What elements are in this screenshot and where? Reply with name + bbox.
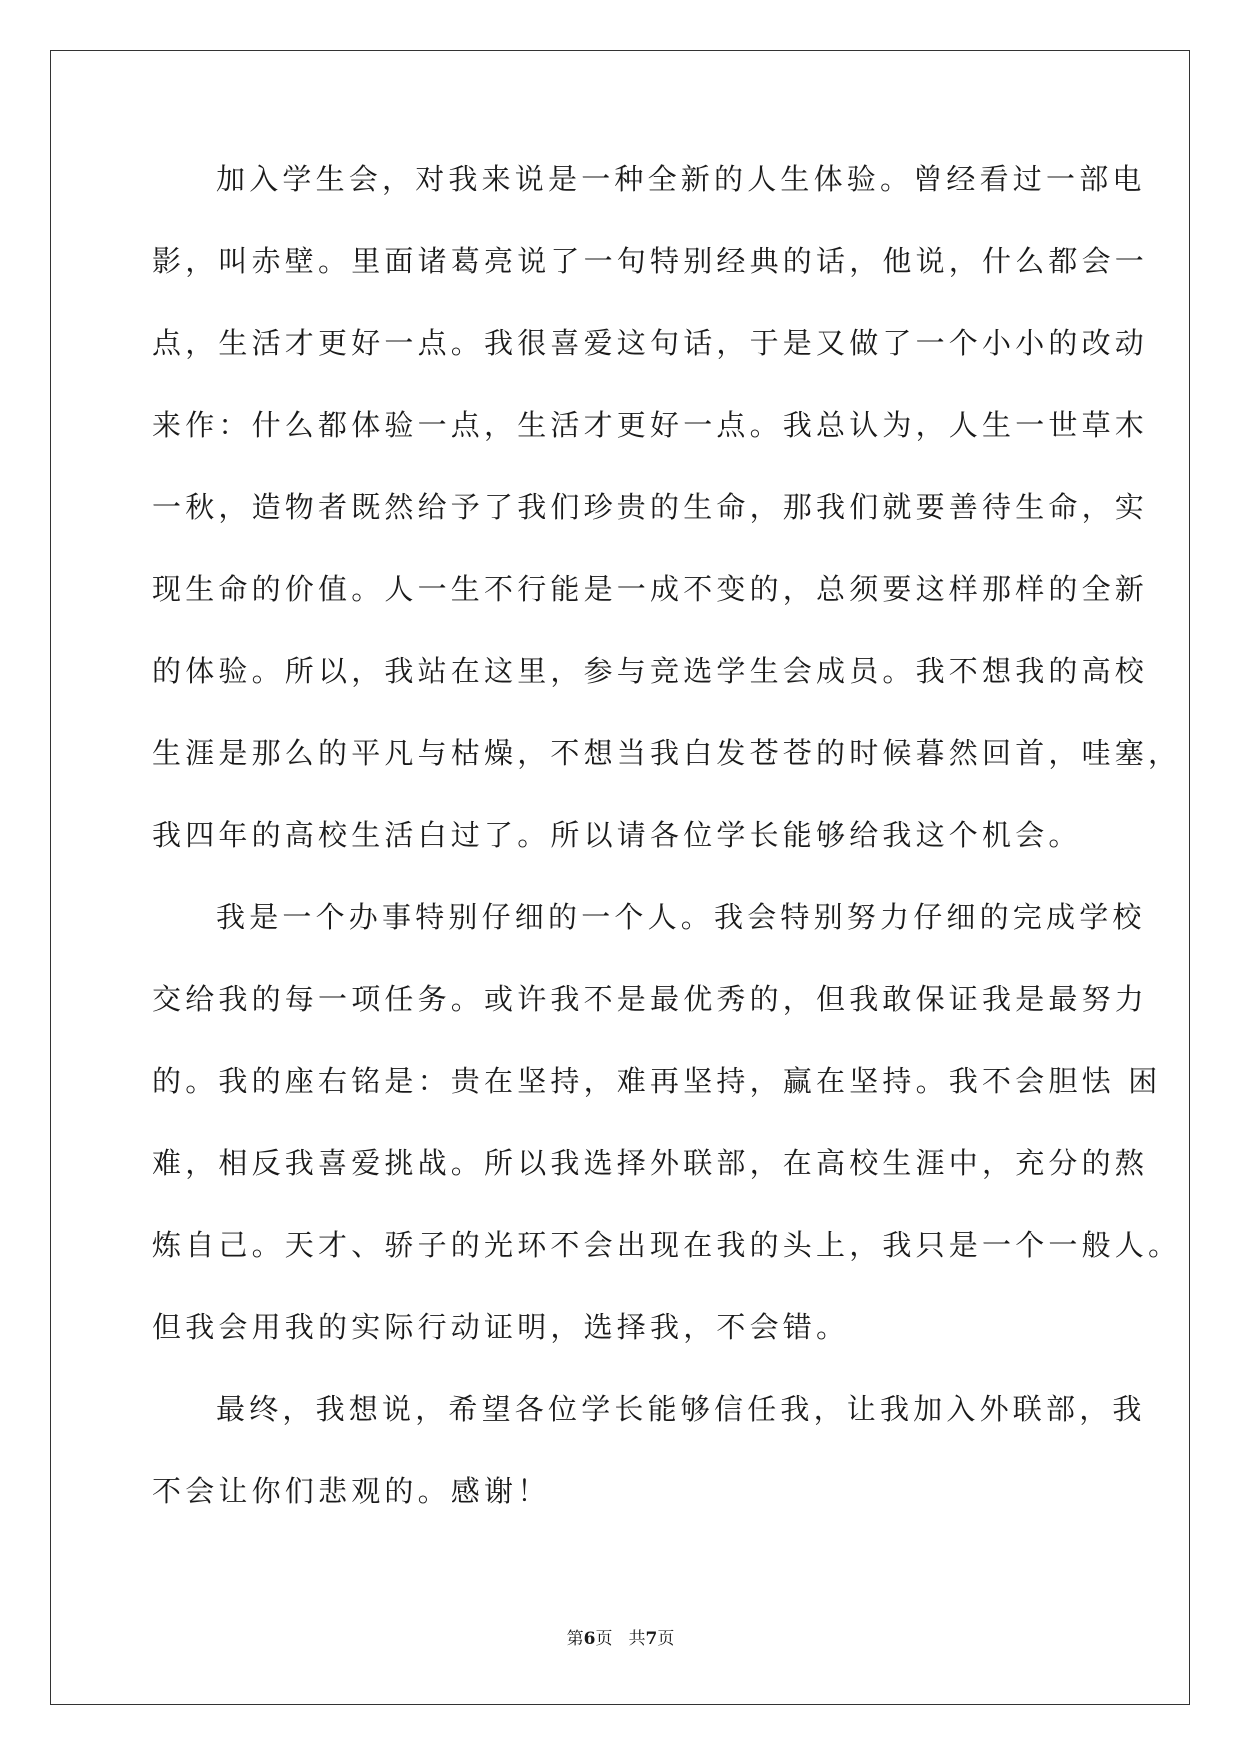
text-line: 炼自己。天才、骄子的光环不会出现在我的头上，我只是一个一般人。 (152, 1228, 1182, 1262)
text-line: 我四年的高校生活白过了。所以请各位学长能够给我这个机会。 (152, 818, 1082, 852)
page-number: 6 (583, 1629, 596, 1649)
text-line: 难，相反我喜爱挑战。所以我选择外联部，在高校生涯中，充分的熬 (152, 1146, 1149, 1180)
text-line: 最终，我想说，希望各位学长能够信任我，让我加入外联部，我 (216, 1392, 1146, 1426)
paragraph-2 (152, 900, 1182, 1344)
paragraph-3 (152, 1392, 1146, 1508)
total-label-suffix: 页 (657, 1629, 675, 1649)
document-body (152, 162, 1182, 1557)
page-label-suffix: 页 (595, 1629, 613, 1649)
text-line: 点，生活才更好一点。我很喜爱这句话，于是又做了一个小小的改动 (152, 326, 1149, 360)
text-line: 的。我的座右铭是：贵在坚持，难再坚持，赢在坚持。我不会胆怯 困 (152, 1064, 1162, 1098)
page-label-prefix: 第 (566, 1629, 584, 1649)
text-line: 我是一个办事特别仔细的一个人。我会特别努力仔细的完成学校 (216, 900, 1146, 934)
total-pages: 7 (645, 1629, 658, 1649)
text-line: 交给我的每一项任务。或许我不是最优秀的，但我敢保证我是最努力 (152, 982, 1149, 1016)
paragraph-1 (152, 162, 1182, 852)
text-line: 生涯是那么的平凡与枯燥，不想当我白发苍苍的时候暮然回首，哇塞， (152, 736, 1182, 770)
text-line: 来作：什么都体验一点，生活才更好一点。我总认为，人生一世草木 (152, 408, 1149, 442)
text-line: 不会让你们悲观的。感谢！ (152, 1474, 551, 1508)
total-label-prefix: 共 (628, 1629, 646, 1649)
page-footer (0, 1624, 1241, 1649)
text-line: 一秋，造物者既然给予了我们珍贵的生命，那我们就要善待生命，实 (152, 490, 1149, 524)
text-line: 影，叫赤壁。里面诸葛亮说了一句特别经典的话，他说，什么都会一 (152, 244, 1149, 278)
text-line: 现生命的价值。人一生不行能是一成不变的，总须要这样那样的全新 (152, 572, 1149, 606)
text-line: 但我会用我的实际行动证明，选择我，不会错。 (152, 1310, 850, 1344)
text-line: 加入学生会，对我来说是一种全新的人生体验。曾经看过一部电 (216, 162, 1146, 196)
text-line: 的体验。所以，我站在这里，参与竞选学生会成员。我不想我的高校 (152, 654, 1149, 688)
